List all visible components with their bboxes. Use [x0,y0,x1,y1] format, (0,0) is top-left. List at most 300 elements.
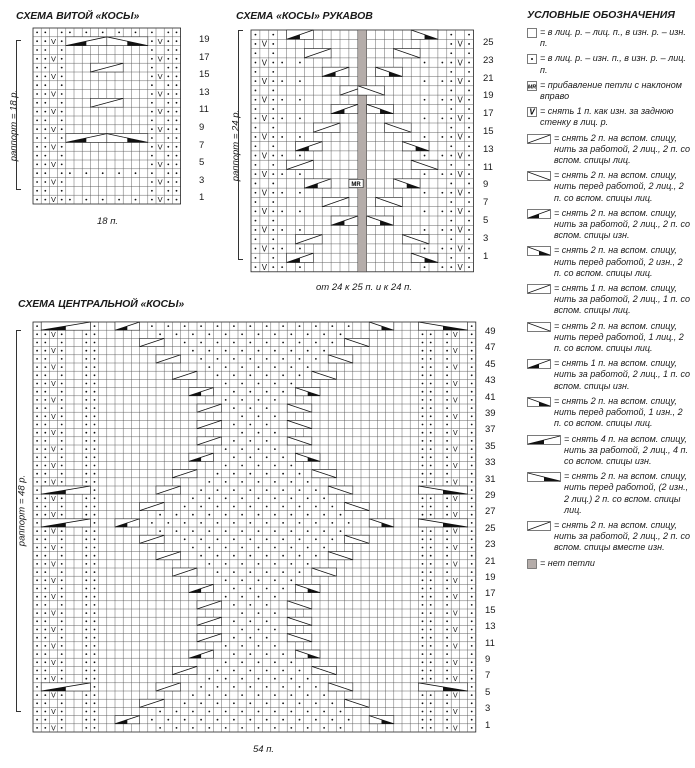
make-right-mark [349,179,363,188]
purl-dot [200,686,202,688]
purl-dot [274,579,276,581]
purl-dot [471,342,473,344]
slip-stitch-mark: V [51,195,56,205]
purl-dot [430,727,432,729]
purl-dot [36,645,38,647]
purl-dot [167,93,169,95]
purl-dot [44,407,46,409]
purl-dot [61,128,63,130]
purl-dot [422,702,424,704]
purl-dot [471,325,473,327]
purl-dot [233,506,235,508]
purl-dot [315,538,317,540]
purl-dot [208,694,210,696]
slip-stitch-mark: V [457,95,463,105]
slip-stitch-mark: V [261,262,267,272]
purl-dot [36,694,38,696]
purl-dot [241,448,243,450]
purl-dot [44,58,46,60]
purl-dot [446,530,448,532]
purl-dot [422,694,424,696]
purl-dot [151,164,153,166]
cable-2-2-left-icon [527,171,551,181]
slip-stitch-mark: V [51,708,56,716]
purl-dot [208,727,210,729]
chart3-rapport: раппорт = 48 р. [16,474,28,547]
purl-dot [36,612,38,614]
purl-dot [282,489,284,491]
row-number: 37 [485,424,496,436]
purl-dot [446,637,448,639]
purl-dot [94,547,96,549]
legend-item [527,208,692,242]
purl-dot [176,49,178,51]
purl-dot [258,514,260,516]
purl-dot [176,155,178,157]
slip-stitch-mark: V [51,364,56,372]
purl-dot [200,506,202,508]
purl-dot [307,333,309,335]
purl-dot [274,481,276,483]
purl-dot [468,80,470,82]
purl-dot [44,333,46,335]
purl-dot [299,702,301,704]
purl-dot [61,661,63,663]
purl-dot [430,612,432,614]
purl-dot [282,358,284,360]
purl-dot [167,128,169,130]
purl-dot [44,84,46,86]
slip-stitch-mark: V [452,331,458,339]
purl-dot [44,137,46,139]
purl-dot [441,62,443,64]
slip-stitch-mark: V [51,594,56,602]
legend-items [527,27,692,569]
purl-dot [85,620,87,622]
purl-dot [430,391,432,393]
purl-dot [422,645,424,647]
purl-dot [94,694,96,696]
purl-dot [94,391,96,393]
purl-dot [249,653,251,655]
purl-dot [424,210,426,212]
purl-dot [340,333,342,335]
purl-dot [208,514,210,516]
purl-dot [85,612,87,614]
purl-dot [69,172,71,174]
purl-dot [315,342,317,344]
purl-dot [94,604,96,606]
purl-dot [272,108,274,110]
purl-dot [348,719,350,721]
row-number: 5 [199,157,205,169]
purl-dot [471,456,473,458]
purl-dot [167,190,169,192]
purl-dot [61,530,63,532]
purl-dot [255,248,257,250]
purl-dot [94,555,96,557]
purl-dot [61,538,63,540]
purl-dot [118,32,120,34]
row-number: 25 [483,37,494,48]
purl-dot [446,342,448,344]
purl-dot [272,257,274,259]
purl-dot [430,538,432,540]
purl-dot [44,629,46,631]
purl-dot [323,350,325,352]
purl-dot [290,333,292,335]
purl-dot [340,711,342,713]
purl-dot [274,399,276,401]
purl-dot [61,612,63,614]
purl-dot [94,432,96,434]
purl-dot [450,117,452,119]
slip-stitch-mark: V [51,725,56,733]
purl-dot [430,383,432,385]
purl-dot [471,366,473,368]
purl-dot [281,229,283,231]
row-number: 19 [485,572,496,583]
purl-dot [233,456,235,458]
purl-dot [422,407,424,409]
purl-dot [85,407,87,409]
purl-dot [200,325,202,327]
purl-dot [94,415,96,417]
purl-dot [94,514,96,516]
purl-dot [272,220,274,222]
purl-dot [241,481,243,483]
purl-dot [430,579,432,581]
purl-dot [217,719,219,721]
row-number: 19 [483,90,494,102]
purl-dot [282,506,284,508]
purl-dot [281,99,283,101]
purl-dot [44,661,46,663]
purl-dot [430,440,432,442]
purl-dot [151,40,153,42]
purl-dot [258,727,260,729]
purl-dot [471,481,473,483]
purl-dot [36,653,38,655]
purl-dot [446,456,448,458]
purl-dot [61,727,63,729]
purl-dot [422,612,424,614]
purl-dot [167,49,169,51]
purl-dot [85,432,87,434]
purl-dot [44,538,46,540]
purl-dot [135,172,137,174]
purl-dot [471,727,473,729]
purl-dot [167,137,169,139]
slip-stitch-mark: V [261,151,267,161]
purl-dot [61,645,63,647]
cable-2-2-right-icon [527,134,551,144]
purl-dot [422,563,424,565]
purl-dot [85,670,87,672]
purl-dot [44,711,46,713]
row-number: 15 [485,604,496,616]
purl-dot [471,489,473,491]
purl-dot [85,383,87,385]
purl-dot [135,32,137,34]
purl-dot [299,522,301,524]
purl-dot [450,238,452,240]
purl-dot [471,465,473,467]
purl-dot [315,506,317,508]
legend-item-text: = снять 4 п. на вспом. спицу, нить за работой, 2 лиц., 4 п. со вспом. спицы изн. [564,433,688,466]
purl-dot [217,358,219,360]
purl-dot [430,571,432,573]
legend-item [527,520,692,554]
purl-dot [94,481,96,483]
slip-stitch-mark: V [261,225,267,235]
purl-dot [255,210,257,212]
slip-stitch-mark: V [51,446,56,454]
purl-dot [266,342,268,344]
purl-dot [61,399,63,401]
purl-dot [36,146,38,148]
purl-dot [290,579,292,581]
purl-dot [61,563,63,565]
purl-dot [258,383,260,385]
purl-dot [36,199,38,201]
purl-dot [61,67,63,69]
purl-dot [266,424,268,426]
purl-dot [233,555,235,557]
purl-dot [274,629,276,631]
purl-dot [446,678,448,680]
purl-dot [94,612,96,614]
row-number: 5 [483,215,489,226]
purl-dot [225,645,227,647]
purl-dot [208,711,210,713]
purl-dot [446,596,448,598]
slip-stitch-mark: V [452,725,458,733]
purl-dot [258,579,260,581]
purl-dot [61,32,63,34]
purl-dot [290,350,292,352]
dot-square-icon [527,54,537,64]
purl-dot [44,670,46,672]
row-number: 25 [485,522,496,534]
purl-dot [446,563,448,565]
purl-dot [44,579,46,581]
purl-dot [94,342,96,344]
purl-dot [85,399,87,401]
purl-dot [258,497,260,499]
purl-dot [282,670,284,672]
purl-dot [266,686,268,688]
purl-dot [36,596,38,598]
purl-dot [217,473,219,475]
purl-dot [450,108,452,110]
purl-dot [290,563,292,565]
row-number: 27 [485,506,496,518]
purl-dot [151,172,153,174]
purl-dot [225,333,227,335]
purl-dot [471,333,473,335]
purl-dot [61,93,63,95]
purl-dot [348,522,350,524]
chart2-title: СХЕМА «КОСЫ» РУКАВОВ [236,10,373,22]
purl-dot [176,120,178,122]
purl-dot [272,164,274,166]
purl-dot [299,358,301,360]
purl-dot [44,719,46,721]
purl-dot [290,497,292,499]
purl-dot [468,229,470,231]
purl-dot [184,702,186,704]
purl-dot [217,522,219,524]
legend-item [527,283,692,317]
row-number: 13 [199,86,210,98]
purl-dot [200,522,202,524]
purl-dot [61,637,63,639]
purl-dot [422,374,424,376]
purl-dot [44,645,46,647]
row-number: 7 [199,139,205,151]
purl-dot [61,111,63,113]
purl-dot [176,137,178,139]
purl-dot [272,127,274,129]
purl-dot [94,530,96,532]
purl-dot [233,440,235,442]
purl-dot [151,49,153,51]
purl-dot [315,522,317,524]
purl-dot [266,456,268,458]
purl-dot [471,415,473,417]
purl-dot [422,555,424,557]
purl-dot [446,645,448,647]
purl-dot [471,645,473,647]
purl-dot [36,155,38,157]
purl-dot [450,248,452,250]
slip-stitch-mark: V [452,397,458,405]
legend-swatch [528,29,537,38]
purl-dot [450,43,452,45]
purl-dot [44,102,46,104]
purl-dot [468,127,470,129]
purl-dot [85,506,87,508]
row-number: 5 [485,686,491,698]
purl-dot [468,173,470,175]
purl-dot [225,399,227,401]
purl-dot [44,620,46,622]
purl-dot [430,604,432,606]
purl-dot [94,661,96,663]
purl-dot [446,391,448,393]
purl-dot [241,415,243,417]
row-number: 9 [199,122,205,133]
purl-dot [151,93,153,95]
purl-dot [422,596,424,598]
purl-dot [471,530,473,532]
chart1-rapport: раппорт = 18 р. [8,89,20,162]
purl-dot [468,90,470,92]
purl-dot [94,620,96,622]
row-number: 11 [199,104,209,116]
slip-stitch-mark: V [51,577,56,585]
purl-dot [258,547,260,549]
purl-dot [225,579,227,581]
purl-dot [323,514,325,516]
purl-dot [266,538,268,540]
purl-dot [281,62,283,64]
purl-dot [217,374,219,376]
purl-dot [282,571,284,573]
purl-dot [471,399,473,401]
purl-dot [430,653,432,655]
purl-dot [176,164,178,166]
purl-dot [422,637,424,639]
purl-dot [441,248,443,250]
purl-dot [446,620,448,622]
purl-dot [36,514,38,516]
purl-dot [450,229,452,231]
purl-dot [266,522,268,524]
purl-dot [282,374,284,376]
legend-item [527,53,692,75]
row-number: 11 [485,637,495,649]
purl-dot [290,366,292,368]
purl-dot [471,506,473,508]
purl-dot [44,120,46,122]
purl-dot [422,629,424,631]
purl-dot [167,155,169,157]
purl-dot [266,604,268,606]
purl-dot [192,711,194,713]
purl-dot [36,465,38,467]
purl-dot [36,563,38,565]
purl-dot [159,514,161,516]
purl-dot [94,719,96,721]
purl-dot [422,415,424,417]
purl-dot [167,325,169,327]
purl-dot [36,719,38,721]
purl-dot [446,555,448,557]
purl-dot [44,350,46,352]
purl-dot [217,702,219,704]
purl-dot [258,481,260,483]
row-number: 7 [483,197,489,209]
purl-dot [471,629,473,631]
purl-dot [274,727,276,729]
purl-dot [249,489,251,491]
purl-dot [471,432,473,434]
purl-dot [184,719,186,721]
purl-dot [85,711,87,713]
purl-dot [61,137,63,139]
purl-dot [274,514,276,516]
purl-dot [241,678,243,680]
purl-dot [36,342,38,344]
legend-item [527,321,692,355]
slip-stitch-mark: V [51,626,56,634]
purl-dot [44,506,46,508]
purl-dot [159,711,161,713]
chart1-width-label: 18 п. [97,216,119,227]
purl-dot [274,497,276,499]
purl-dot [446,350,448,352]
purl-dot [167,40,169,42]
purl-dot [323,333,325,335]
slip-stitch-mark: V [457,132,463,142]
purl-dot [225,448,227,450]
purl-dot [61,481,63,483]
purl-dot [299,538,301,540]
row-number: 43 [485,375,496,387]
purl-dot [290,694,292,696]
